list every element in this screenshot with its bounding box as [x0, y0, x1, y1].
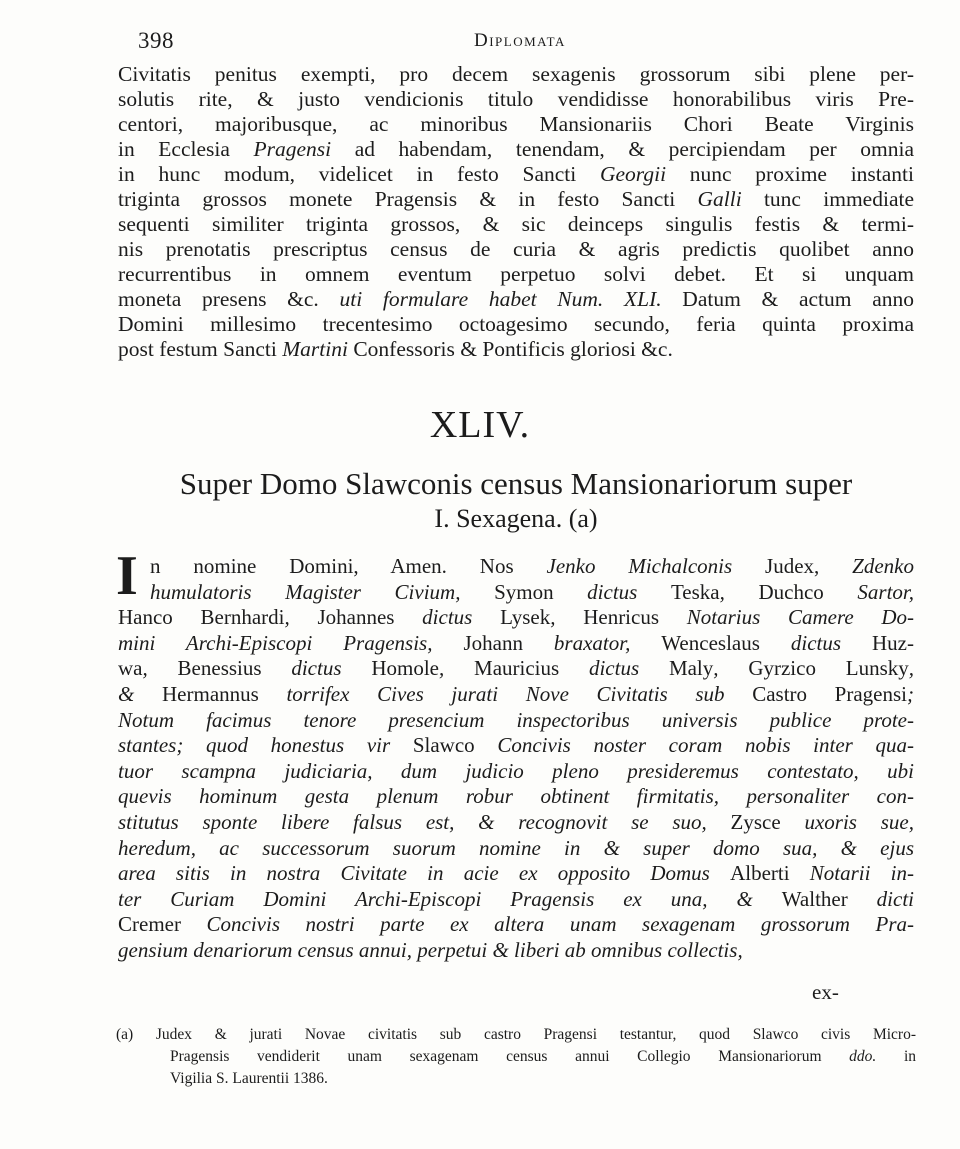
- text-run: Walther: [781, 886, 848, 911]
- text-run: Johannes: [317, 605, 395, 630]
- charter-body-line: [118, 759, 914, 785]
- charter-body-line: [118, 784, 914, 810]
- charter-body-line: [118, 656, 914, 682]
- text-run: Pragensis vendiderit unam sexagenam census annui Collegio Mansionariorum: [170, 1048, 850, 1065]
- text-run: Slawco: [412, 733, 475, 758]
- text-run: Martini: [282, 337, 348, 361]
- text-run: Zysce: [730, 809, 781, 834]
- text-run: stitutus sponte libere falsus est, & recognovit se suo,: [118, 809, 731, 834]
- charter-body-line: [118, 682, 914, 708]
- preceding-charter-line: [118, 162, 914, 187]
- text-run: dictus: [261, 656, 372, 681]
- document-number: XLIV.: [429, 404, 531, 446]
- text-run: Benessius: [177, 656, 262, 681]
- text-run: Hanco Bernhardi: [118, 605, 285, 630]
- text-run: dictus: [559, 656, 669, 681]
- text-run: n nomine Domini, Amen. Nos: [150, 554, 547, 578]
- preceding-charter-text: [118, 62, 914, 362]
- text-run: tunc immediate: [741, 187, 914, 211]
- preceding-charter-line: [118, 312, 914, 337]
- text-run: Teska: [670, 579, 720, 604]
- text-run: ,: [284, 605, 318, 630]
- catchword: ex-: [812, 980, 839, 1004]
- text-run: Johann: [463, 630, 523, 655]
- text-run: Duchco: [758, 579, 824, 604]
- text-run: moneta presens &c.: [118, 287, 340, 311]
- text-run: in hunc modum, videlicet in festo Sancti: [118, 162, 600, 186]
- text-run: nunc proxime instanti: [666, 162, 914, 186]
- text-run: ,: [719, 579, 759, 604]
- text-run: Judex,: [732, 554, 853, 578]
- text-run: Henricus: [583, 605, 660, 630]
- text-run: ter Curiam Domini Archi-Episcopi Pragensis ex una, &: [118, 886, 782, 911]
- text-run: uxoris sue,: [780, 809, 914, 834]
- text-run: solutis rite, & justo vendicionis titulo vendidisse honorabilibus viris Pre-: [118, 87, 914, 111]
- footnote-line: [116, 1068, 916, 1090]
- running-head: Diplomata: [474, 30, 566, 51]
- text-run: torrifex Cives jurati Nove Civitatis sub: [258, 681, 753, 706]
- text-run: dictus: [394, 605, 501, 630]
- text-run: ad habendam, tenendam, & percipiendam per omnia: [331, 137, 914, 161]
- text-run: Vigilia S. Laurentii 1386.: [170, 1070, 328, 1087]
- text-run: Lysek: [500, 605, 551, 630]
- charter-body-line: [118, 810, 914, 836]
- charter-body-line: [118, 733, 914, 759]
- document-title-line-2: I. Sexagena. (a): [434, 504, 598, 533]
- preceding-charter-line: [118, 262, 914, 287]
- text-run: Galli: [697, 187, 742, 211]
- text-run: quevis hominum gesta plenum robur obtinent firmitatis, personaliter con-: [118, 784, 914, 809]
- text-run: sequenti similiter triginta grossos, & sic deinceps singulis festis & termi-: [118, 212, 914, 236]
- text-run: uti formulare habet Num. XLI.: [339, 287, 662, 311]
- text-run: Gyrzico Lunsky: [748, 656, 909, 681]
- text-run: Huz-: [872, 630, 914, 655]
- charter-body-line: [118, 861, 914, 887]
- preceding-charter-line: [118, 137, 914, 162]
- text-run: Cremer: [118, 912, 181, 937]
- text-run: Confessoris & Pontificis gloriosi &c.: [347, 337, 673, 361]
- preceding-charter-line: [118, 62, 914, 87]
- text-run: Notarii in-: [789, 861, 914, 886]
- text-run: in: [876, 1048, 916, 1065]
- text-run: ,: [713, 656, 749, 681]
- preceding-charter-line: [118, 337, 914, 362]
- text-run: Wenceslaus: [661, 630, 760, 655]
- charter-body-line: [118, 938, 914, 964]
- text-run: recurrentibus in omnem eventum perpetuo solvi debet. Et si unquam: [118, 262, 914, 286]
- text-run: stantes; quod honestus vir: [118, 733, 413, 758]
- text-run: area sitis in nostra Civitate in acie ex opposito Domus: [118, 861, 731, 886]
- preceding-charter-line: [118, 287, 914, 312]
- charter-body-text: [118, 554, 914, 964]
- text-run: ,: [908, 656, 914, 681]
- charter-body-line: [118, 912, 914, 938]
- text-run: nis prenotatis prescriptus census de curia & agris predictis quolibet anno: [118, 237, 914, 261]
- text-run: Domini millesimo trecentesimo octoagesimo secundo, feria quinta proxima: [118, 312, 914, 336]
- text-run: Zdenko: [852, 554, 914, 578]
- text-run: Hermannus: [162, 681, 259, 706]
- charter-body-line: [118, 836, 914, 862]
- text-run: Mauricius: [474, 656, 560, 681]
- charter-body-line: [118, 554, 914, 580]
- text-run: humulatoris Magister Civium,: [150, 579, 495, 604]
- charter-body-line: [118, 708, 914, 734]
- text-run: Concivis nostri parte ex altera unam sexagenam grossorum Pra-: [180, 912, 914, 937]
- text-run: Alberti: [730, 861, 790, 886]
- text-run: Maly: [668, 656, 714, 681]
- text-run: Notarius Camere Do-: [659, 605, 915, 630]
- text-run: Jenko Michalconis: [546, 554, 733, 578]
- text-run: Castro Pragensi: [752, 681, 907, 706]
- text-run: gensium denariorum census annui, perpetui & liberi ab omnibus collectis,: [118, 937, 743, 962]
- text-run: (a) Judex & jurati Novae civitatis sub castro Pragensi testantur, quod Slawco civis Micro-: [116, 1026, 916, 1043]
- page-header: [138, 28, 838, 58]
- text-run: centori, majoribusque, ac minoribus Mansionariis Chori Beate Virginis: [118, 112, 914, 136]
- footnote: [116, 1024, 916, 1090]
- text-run: triginta grossos monete Pragensis & in festo Sancti: [118, 187, 698, 211]
- text-run: mini Archi-Episcopi Pragensis,: [118, 630, 464, 655]
- footnote-line: [116, 1024, 916, 1046]
- text-run: Georgii: [599, 162, 667, 186]
- text-run: tuor scampna judiciaria, dum judicio pleno presideremus contestato, ubi: [118, 758, 914, 783]
- preceding-charter-line: [118, 112, 914, 137]
- text-run: heredum, ac successorum suorum nomine in & super domo sua, & ejus: [118, 835, 914, 860]
- text-run: Notum facimus tenore presencium inspectoribus universis publice prote-: [118, 707, 914, 732]
- text-run: Sartor,: [823, 579, 914, 604]
- text-run: ddo.: [849, 1048, 877, 1065]
- text-run: Pragensi: [253, 137, 332, 161]
- footnote-line: [116, 1046, 916, 1068]
- text-run: wa: [118, 656, 143, 681]
- text-run: ;: [907, 681, 914, 706]
- preceding-charter-line: [118, 87, 914, 112]
- text-run: &: [118, 681, 162, 706]
- page-number: 398: [138, 28, 174, 53]
- text-run: ,: [142, 656, 178, 681]
- preceding-charter-line: [118, 212, 914, 237]
- text-run: in Ecclesia: [118, 137, 254, 161]
- text-run: ,: [550, 605, 584, 630]
- charter-body-line: [118, 887, 914, 913]
- text-run: Homole: [371, 656, 439, 681]
- document-title-line-1: Super Domo Slawconis census Mansionariorum super: [179, 466, 853, 501]
- charter-body-line: [118, 580, 914, 606]
- text-run: dicti: [847, 886, 915, 911]
- text-run: dictus: [553, 579, 671, 604]
- text-run: post festum Sancti: [118, 337, 283, 361]
- charter-body-line: [118, 605, 914, 631]
- text-run: ,: [438, 656, 475, 681]
- text-run: Concivis noster coram nobis inter qua-: [474, 733, 915, 758]
- preceding-charter-line: [118, 187, 914, 212]
- text-run: Symon: [494, 579, 554, 604]
- preceding-charter-line: [118, 237, 914, 262]
- text-run: dictus: [759, 630, 872, 655]
- text-run: braxator,: [522, 630, 662, 655]
- document-title: [118, 466, 914, 536]
- text-run: Civitatis penitus exempti, pro decem sexagenis grossorum sibi plene per-: [118, 62, 914, 86]
- charter-body-line: [118, 631, 914, 657]
- drop-capital: I: [116, 545, 138, 607]
- text-run: Datum & actum anno: [661, 287, 914, 311]
